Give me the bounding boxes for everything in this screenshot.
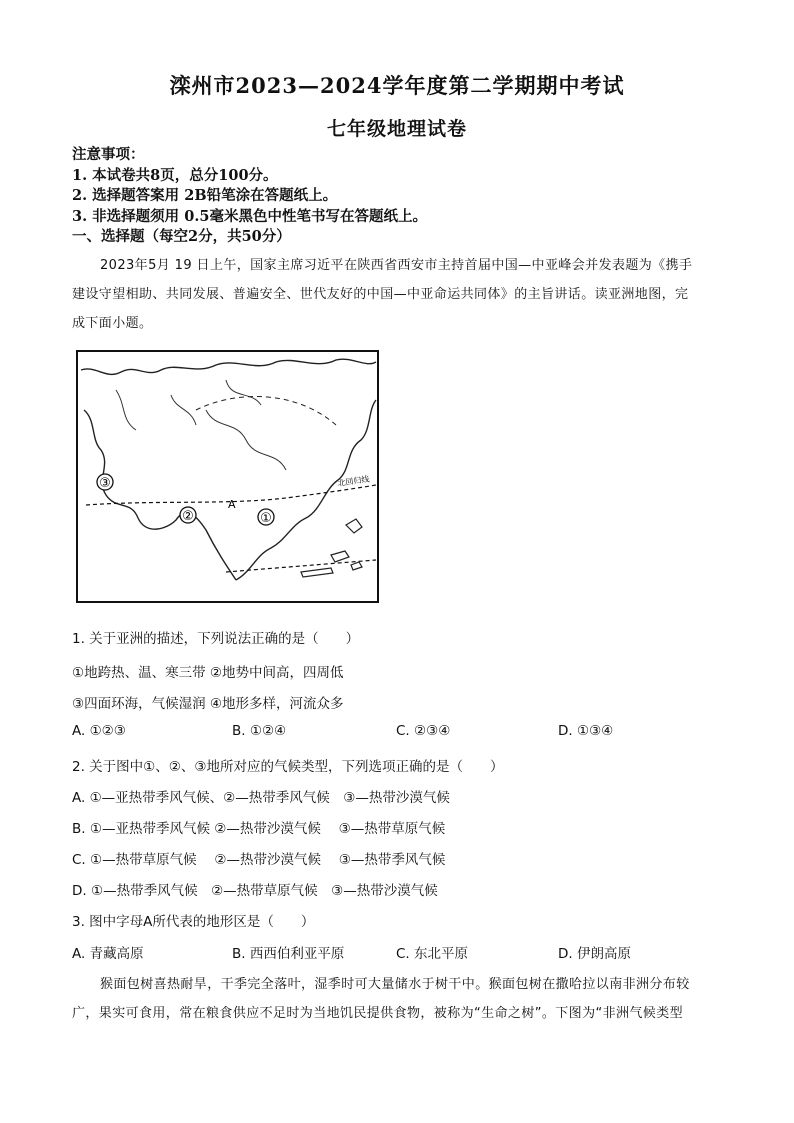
q3-option-a[interactable]: A. 青藏高原 xyxy=(72,946,144,962)
intro-paragraph xyxy=(72,251,722,338)
q1-option-c[interactable]: C. ②③④ xyxy=(396,723,451,739)
intro-line: 建设守望相助、共同发展、普遍安全、世代友好的中国—中亚命运共同体》的主旨讲话。读亚洲地图，完 xyxy=(72,287,689,302)
q2-option-c[interactable]: C. ①—热带草原气候 ②—热带沙漠气候 ③—热带季风气候 xyxy=(72,852,446,868)
question-2-stem: 2. 关于图中①、②、③地所对应的气候类型，下列选项正确的是（ ） xyxy=(72,759,504,775)
notes-item: 3. 非选择题须用 0.5毫米黑色中性笔书写在答题纸上。 xyxy=(72,207,427,225)
closing-line: 广，果实可食用，常在粮食供应不足时为当地饥民提供食物，被称为“生命之树”。下图为“非洲气候类型 xyxy=(72,1006,684,1021)
q3-option-d[interactable]: D. 伊朗高原 xyxy=(558,946,631,962)
q2-option-d[interactable]: D. ①—热带季风气候 ②—热带草原气候 ③—热带沙漠气候 xyxy=(72,883,438,899)
notes-item: 2. 选择题答案用 2B铅笔涂在答题纸上。 xyxy=(72,187,338,204)
map-label-1: ① xyxy=(260,511,272,526)
question-3-stem: 3. 图中字母A所代表的地形区是（ ） xyxy=(72,914,315,930)
intro-line: 2023年5月 19 日上午，国家主席习近平在陕西省西安市主持首届中国—中亚峰会并发表题为《携手 xyxy=(100,258,693,273)
page-title: 滦州市2023—2024学年度第二学期期中考试 xyxy=(169,73,625,98)
map-label-a: A xyxy=(228,498,236,511)
q1-option-d[interactable]: D. ①③④ xyxy=(558,723,614,739)
notes-block xyxy=(72,145,427,248)
q2-option-b[interactable]: B. ①—亚热带季风气候 ②—热带沙漠气候 ③—热带草原气候 xyxy=(72,821,446,837)
map-label-3: ③ xyxy=(99,476,111,491)
statement-line: ③四面环海，气候湿润 ④地形多样，河流众多 xyxy=(72,696,344,712)
q1-option-a[interactable]: A. ①②③ xyxy=(72,723,126,739)
section-heading: 一、选择题（每空2分，共50分） xyxy=(72,228,291,245)
closing-paragraph xyxy=(72,970,722,1028)
asia-map xyxy=(76,350,379,603)
q3-option-b[interactable]: B. 西西伯利亚平原 xyxy=(232,946,345,962)
notes-heading: 注意事项： xyxy=(72,146,145,163)
q3-option-c[interactable]: C. 东北平原 xyxy=(396,946,469,962)
q2-option-a[interactable]: A. ①—亚热带季风气候、②—热带季风气候 ③—热带沙漠气候 xyxy=(72,790,450,806)
page-subtitle: 七年级地理试卷 xyxy=(326,118,467,140)
q1-option-b[interactable]: B. ①②④ xyxy=(232,723,287,739)
map-label-tropic: 北回归线 xyxy=(337,474,370,488)
intro-line: 成下面小题。 xyxy=(72,316,153,331)
statement-line: ①地跨热、温、寒三带 ②地势中间高，四周低 xyxy=(72,665,344,681)
closing-line: 猴面包树喜热耐旱，干季完全落叶，湿季时可大量储水于树干中。猴面包树在撒哈拉以南非洲分布较 xyxy=(100,977,690,992)
notes-item: 1. 本试卷共8页，总分100分。 xyxy=(72,166,278,184)
question-1-stem: 1. 关于亚洲的描述，下列说法正确的是（ ） xyxy=(72,631,360,647)
map-label-2: ② xyxy=(182,509,194,524)
